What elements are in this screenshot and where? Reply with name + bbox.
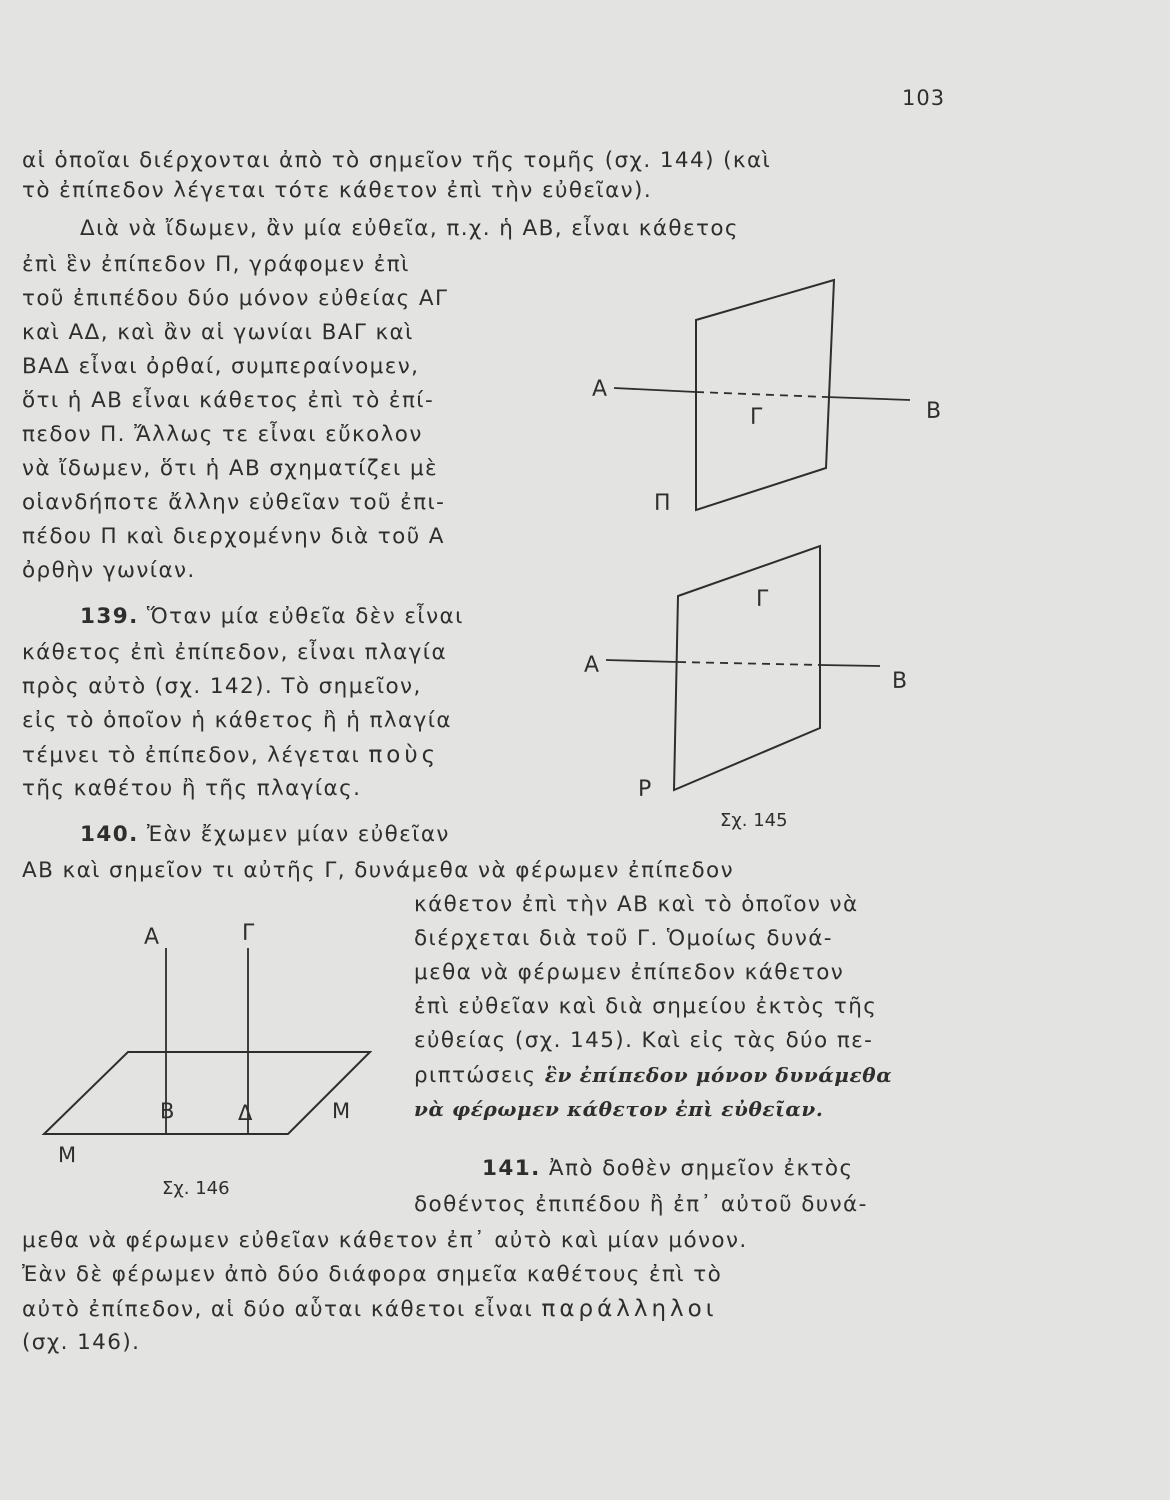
line-segment (826, 397, 910, 400)
label-p: Π (654, 491, 671, 516)
text-line: αἱ ὁποῖαι διέρχονται ἀπὸ τὸ σημεῖον τῆς τομῆς (σχ. 144) (καὶ (22, 148, 772, 173)
text-line: ΒΑΔ εἶναι ὀρθαί, συμπεραίνομεν, (22, 354, 420, 379)
figure-145 (580, 540, 960, 840)
plane-shape (696, 280, 834, 510)
label-a: Α (592, 377, 608, 402)
text-line: ὅτι ἡ ΑΒ εἶναι κάθετος ἐπὶ τὸ ἐπί- (22, 388, 435, 413)
label-d: Δ (238, 1101, 253, 1125)
text-line (414, 1094, 823, 1125)
text-line: ἐπὶ ἓν ἐπίπεδον Π, γράφομεν ἐπὶ (22, 252, 410, 277)
plane-shape (674, 546, 820, 790)
text-span: Ἐὰν ἔχωμεν μίαν εὐθεῖαν (146, 822, 450, 847)
text-line: κάθετος ἐπὶ ἐπίπεδον, εἶναι πλαγία (22, 640, 448, 665)
figure-146 (20, 900, 400, 1220)
spaced-term: παράλληλοι (541, 1296, 718, 1322)
text-line: τοῦ ἐπιπέδου δύο μόνον εὐθείας ΑΓ (22, 286, 449, 311)
text-line: πεδον Π. Ἄλλως τε εἶναι εὔκολον (22, 422, 423, 447)
text-line: κάθετον ἐπὶ τὴν ΑΒ καὶ τὸ ὁποῖον νὰ (414, 892, 859, 917)
text-line: μεθα νὰ φέρωμεν εὐθεῖαν κάθετον ἐπ᾽ αὐτὸ καὶ μίαν μόνον. (22, 1228, 748, 1253)
label-b: Β (892, 669, 908, 694)
hidden-segment (696, 392, 826, 397)
section-number: 140. (80, 822, 139, 847)
text-line: πέδου Π καὶ διερχομένην διὰ τοῦ Α (22, 524, 445, 549)
text-span: τέμνει τὸ ἐπίπεδον, λέγεται (22, 743, 361, 768)
figure-caption: Σχ. 146 (162, 1178, 230, 1199)
line-segment (614, 388, 696, 392)
plane-shape (44, 1052, 370, 1134)
label-p: Ρ (638, 777, 652, 802)
line-segment (820, 665, 880, 666)
text-span: αὐτὸ ἐπίπεδον, αἱ δύο αὗται κάθετοι εἶναι (22, 1297, 534, 1322)
text-line: πρὸς αὐτὸ (σχ. 142). Τὸ σημεῖον, (22, 674, 422, 699)
text-span: Ἀπὸ δοθὲν σημεῖον ἐκτὸς (548, 1156, 854, 1181)
label-m: Μ (332, 1099, 351, 1123)
text-line: τῆς καθέτου ἢ τῆς πλαγίας. (22, 776, 362, 801)
label-g: Γ (242, 921, 255, 946)
text-line: διέρχεται διὰ τοῦ Γ. Ὁμοίως δυνά- (414, 926, 833, 951)
label-a: Α (144, 925, 160, 950)
label-a: Α (584, 653, 600, 678)
emphasis-text: ἓν ἐπίπεδον μόνον δυνάμεθα (544, 1063, 893, 1087)
text-line: ἐπὶ εὐθεῖαν καὶ διὰ σημείου ἐκτὸς τῆς (414, 994, 878, 1019)
text-line: Ἐὰν δὲ φέρωμεν ἀπὸ δύο διάφορα σημεῖα καθέτους ἐπὶ τὸ (22, 1262, 723, 1287)
section-141-first-line (482, 1154, 854, 1184)
text-line: εἰς τὸ ὁποῖον ἡ κάθετος ἢ ἡ πλαγία (22, 708, 452, 733)
text-line (22, 740, 439, 771)
label-g: Γ (756, 587, 769, 612)
label-g: Γ (750, 405, 763, 430)
text-line (22, 1294, 718, 1325)
text-line: ΑΒ καὶ σημεῖον τι αὐτῆς Γ, δυνάμεθα νὰ φέρωμεν ἐπίπεδον (22, 858, 734, 883)
text-line: νὰ ἴδωμεν, ὅτι ἡ ΑΒ σχηματίζει μὲ (22, 456, 439, 481)
text-line: οἱανδήποτε ἄλλην εὐθεῖαν τοῦ ἐπι- (22, 490, 446, 515)
section-number: 141. (482, 1156, 541, 1181)
text-line: τὸ ἐπίπεδον λέγεται τότε κάθετον ἐπὶ τὴν εὐθεῖαν). (22, 178, 653, 203)
text-line: εὐθείας (σχ. 145). Καὶ εἰς τὰς δύο πε- (414, 1028, 874, 1053)
label-b: Β (160, 1099, 175, 1123)
label-b: Β (926, 399, 942, 424)
text-line: ὀρθὴν γωνίαν. (22, 558, 196, 583)
page-number: 103 (902, 86, 946, 110)
text-line: δοθέντος ἐπιπέδου ἢ ἐπ᾽ αὐτοῦ δυνά- (414, 1192, 868, 1217)
spaced-term: ποὺς (368, 742, 440, 768)
section-139-first-line (80, 602, 464, 632)
text-line: μεθα νὰ φέρωμεν ἐπίπεδον κάθετον (414, 960, 845, 985)
emphasis-text: νὰ φέρωμεν κάθετον ἐπὶ εὐθεῖαν. (414, 1097, 824, 1121)
hidden-segment (678, 662, 820, 665)
line-segment (606, 660, 678, 662)
text-line: (σχ. 146). (22, 1330, 141, 1355)
text-line: Διὰ νὰ ἴδωμεν, ἂν μία εὐθεῖα, π.χ. ἡ ΑΒ, εἶναι κάθετος (80, 216, 739, 241)
label-m: Μ (58, 1143, 77, 1167)
figure-caption: Σχ. 145 (720, 810, 788, 831)
figure-144 (580, 262, 960, 522)
text-line (414, 1060, 892, 1091)
text-span: Ὅταν μία εὐθεῖα δὲν εἶναι (146, 604, 464, 629)
section-140-first-line (80, 820, 450, 850)
section-number: 139. (80, 604, 139, 629)
text-span: ριπτώσεις (414, 1063, 537, 1088)
text-line: καὶ ΑΔ, καὶ ἂν αἱ γωνίαι ΒΑΓ καὶ (22, 320, 414, 345)
